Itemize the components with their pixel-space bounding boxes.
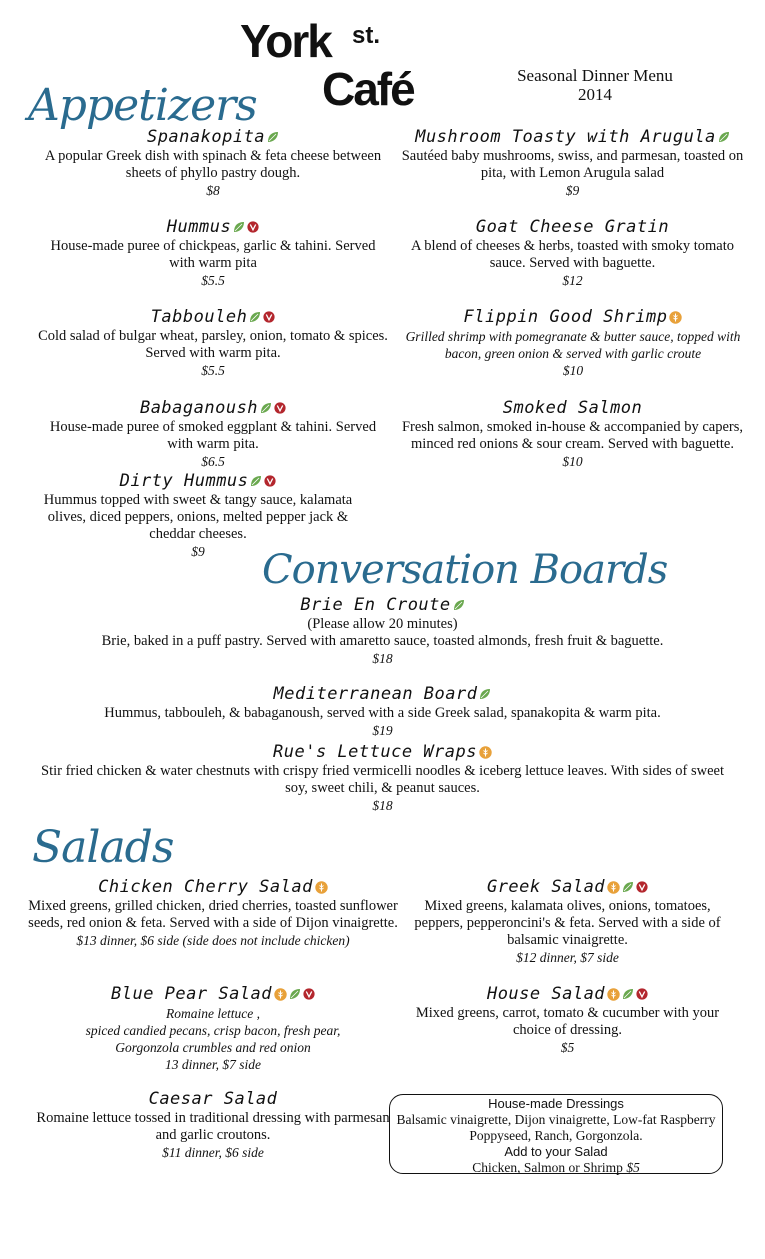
item-price: $12 — [562, 273, 583, 288]
gluten-free-icon — [315, 881, 328, 894]
item-name: Smoked Salmon — [502, 398, 643, 418]
gluten-free-icon — [607, 881, 620, 894]
gluten-free-icon — [479, 746, 492, 759]
item-desc: Mixed greens, carrot, tomato & cucumber with your choice of dressing. — [415, 1005, 720, 1038]
menu-item-smoked-salmon — [400, 397, 745, 470]
menu-item-greek-salad — [400, 876, 735, 966]
menu-item-chicken-cherry-salad — [28, 876, 398, 949]
vegan-icon — [636, 988, 648, 1000]
menu-item-flippin-good-shrimp — [393, 306, 753, 379]
item-desc: Mixed greens, grilled chicken, dried cherries, toasted sunflower seeds, red onion & feta. Served with a side of Dijon vinaigrette. — [28, 898, 398, 931]
vegan-icon — [274, 402, 286, 414]
menu-item-house-salad — [400, 983, 735, 1056]
item-name: Brie En Croute — [300, 595, 451, 615]
item-name: Greek Salad — [486, 877, 606, 897]
item-name: Babaganoush — [139, 398, 259, 418]
menu-item-mediterranean-board — [40, 683, 725, 739]
menu-item-caesar-salad — [28, 1088, 398, 1161]
logo-york: York — [240, 15, 331, 67]
item-price: $9 — [191, 544, 205, 559]
menu-item-babaganoush — [28, 397, 398, 470]
menu-title: Seasonal Dinner Menu — [517, 66, 673, 85]
item-price: $13 dinner, $6 side (side does not include chicken) — [76, 933, 350, 948]
item-desc: A popular Greek dish with spinach & feta cheese between sheets of phyllo pastry dough. — [44, 148, 382, 181]
item-price: 13 dinner, $7 side — [165, 1057, 261, 1072]
item-desc: Grilled shrimp with pomegranate & butter sauce, topped with bacon, green onion & served with garlic croute — [405, 329, 741, 361]
leaf-icon — [267, 131, 279, 143]
section-appetizers: Appetizers — [28, 80, 257, 131]
item-desc: Sautéed baby mushrooms, swiss, and parmesan, toasted on pita, with Lemon Arugula salad — [401, 148, 744, 181]
leaf-icon — [289, 988, 301, 1000]
item-desc: House-made puree of smoked eggplant & tahini. Served with warm pita. — [49, 419, 377, 452]
item-price: $18 — [372, 798, 393, 813]
item-price: $5.5 — [201, 363, 225, 378]
vegan-icon — [636, 881, 648, 893]
item-desc: Cold salad of bulgar wheat, parsley, onion, tomato & spices. Served with warm pita. — [38, 328, 388, 361]
add-to-salad-line — [390, 1160, 722, 1176]
item-price: $6.5 — [201, 454, 225, 469]
menu-item-mushroom-toasty — [400, 126, 745, 199]
item-price: $10 — [562, 363, 584, 378]
item-desc: Romaine lettuce tossed in traditional dressing with parmesan and garlic croutons. — [36, 1110, 390, 1143]
vegan-icon — [264, 475, 276, 487]
menu-item-dirty-hummus — [28, 470, 368, 560]
dressings-title: House-made Dressings — [488, 1096, 624, 1111]
gluten-free-icon — [607, 988, 620, 1001]
item-price: $5 — [560, 1040, 575, 1055]
vegan-icon — [303, 988, 315, 1000]
leaf-icon — [250, 475, 262, 487]
gluten-free-icon — [274, 988, 287, 1001]
item-note: (Please allow 20 minutes) — [307, 616, 458, 632]
leaf-icon — [453, 599, 465, 611]
menu-subtitle — [480, 66, 710, 104]
vegan-icon — [247, 221, 259, 233]
item-name: Flippin Good Shrimp — [463, 307, 668, 327]
item-price: $18 — [372, 651, 393, 666]
item-name: Mediterranean Board — [273, 684, 478, 704]
add-to-salad-title: Add to your Salad — [504, 1144, 608, 1159]
item-desc-line2: spiced candied pecans, crisp bacon, fresh pear, — [85, 1023, 341, 1038]
leaf-icon — [479, 688, 491, 700]
item-desc: Hummus, tabbouleh, & babaganoush, served with a side Greek salad, spanakopita & warm pita. — [104, 705, 661, 721]
leaf-icon — [622, 988, 634, 1000]
item-name: Tabbouleh — [150, 307, 248, 327]
gluten-free-icon — [669, 311, 682, 324]
menu-item-tabbouleh — [28, 306, 398, 379]
menu-item-spanakopita — [28, 126, 398, 199]
item-name: Dirty Hummus — [119, 471, 249, 491]
menu-item-brie-en-croute — [40, 594, 725, 667]
menu-item-blue-pear-salad — [28, 983, 398, 1073]
item-desc: Hummus topped with sweet & tangy sauce, kalamata olives, diced peppers, onions, melted pepper jack & cheddar cheeses. — [43, 492, 353, 542]
item-price: $12 dinner, $7 side — [516, 950, 619, 965]
item-desc: Stir fried chicken & water chestnuts with crispy fried vermicelli noodles & iceberg lettuce leaves. With sides of sweet soy, sweet chili, & peanut sauces. — [41, 763, 724, 796]
item-name: Mushroom Toasty with Arugula — [415, 127, 716, 147]
item-name: House Salad — [486, 984, 606, 1004]
section-conversation-boards: Conversation Boards — [262, 547, 668, 593]
section-salads: Salads — [32, 822, 174, 873]
item-name: Blue Pear Salad — [110, 984, 273, 1004]
item-price: $5.5 — [201, 273, 225, 288]
item-name: Hummus — [166, 217, 232, 237]
leaf-icon — [622, 881, 634, 893]
item-price: $19 — [372, 723, 393, 738]
leaf-icon — [233, 221, 245, 233]
item-desc: Fresh salmon, smoked in-house & accompanied by capers, minced red onions & sour cream. Served with baguette. — [401, 419, 744, 452]
add-items: Chicken, Salmon or Shrimp — [472, 1160, 623, 1175]
item-name: Chicken Cherry Salad — [98, 877, 313, 897]
item-price: $11 dinner, $6 side — [162, 1145, 264, 1160]
item-desc: Mixed greens, kalamata olives, onions, tomatoes, peppers, pepperoncini's & feta. Served with a side of balsamic vinaigrette. — [414, 898, 721, 948]
add-price: $5 — [626, 1160, 640, 1175]
item-name: Goat Cheese Gratin — [475, 217, 670, 237]
item-name: Rue's Lettuce Wraps — [273, 742, 477, 762]
dressings-list: Balsamic vinaigrette, Dijon vinaigrette, Low-fat Raspberry Poppyseed, Ranch, Gorgonzola. — [396, 1112, 716, 1143]
vegan-icon — [263, 311, 275, 323]
menu-year: 2014 — [578, 85, 612, 104]
item-price: $9 — [565, 183, 580, 198]
item-name: Spanakopita — [146, 127, 266, 147]
item-desc-line1: Romaine lettuce , — [165, 1006, 261, 1021]
leaf-icon — [249, 311, 261, 323]
menu-item-lettuce-wraps — [40, 741, 725, 814]
leaf-icon — [260, 402, 272, 414]
menu-item-hummus — [28, 216, 398, 289]
item-price: $8 — [206, 183, 220, 198]
dressings-box — [389, 1094, 723, 1174]
item-price: $10 — [562, 454, 583, 469]
menu-item-goat-cheese-gratin — [405, 216, 740, 289]
item-desc: House-made puree of chickpeas, garlic & tahini. Served with warm pita — [50, 238, 376, 271]
item-desc: A blend of cheeses & herbs, toasted with smoky tomato sauce. Served with baguette. — [411, 238, 734, 271]
item-desc: Brie, baked in a puff pastry. Served with amaretto sauce, toasted almonds, fresh fruit & baguette. — [101, 633, 664, 649]
item-name: Caesar Salad — [148, 1089, 278, 1109]
logo-cafe: Café — [322, 63, 414, 115]
item-desc-line3: Gorgonzola crumbles and red onion — [115, 1040, 311, 1055]
leaf-icon — [718, 131, 730, 143]
logo-st: st. — [352, 22, 381, 49]
